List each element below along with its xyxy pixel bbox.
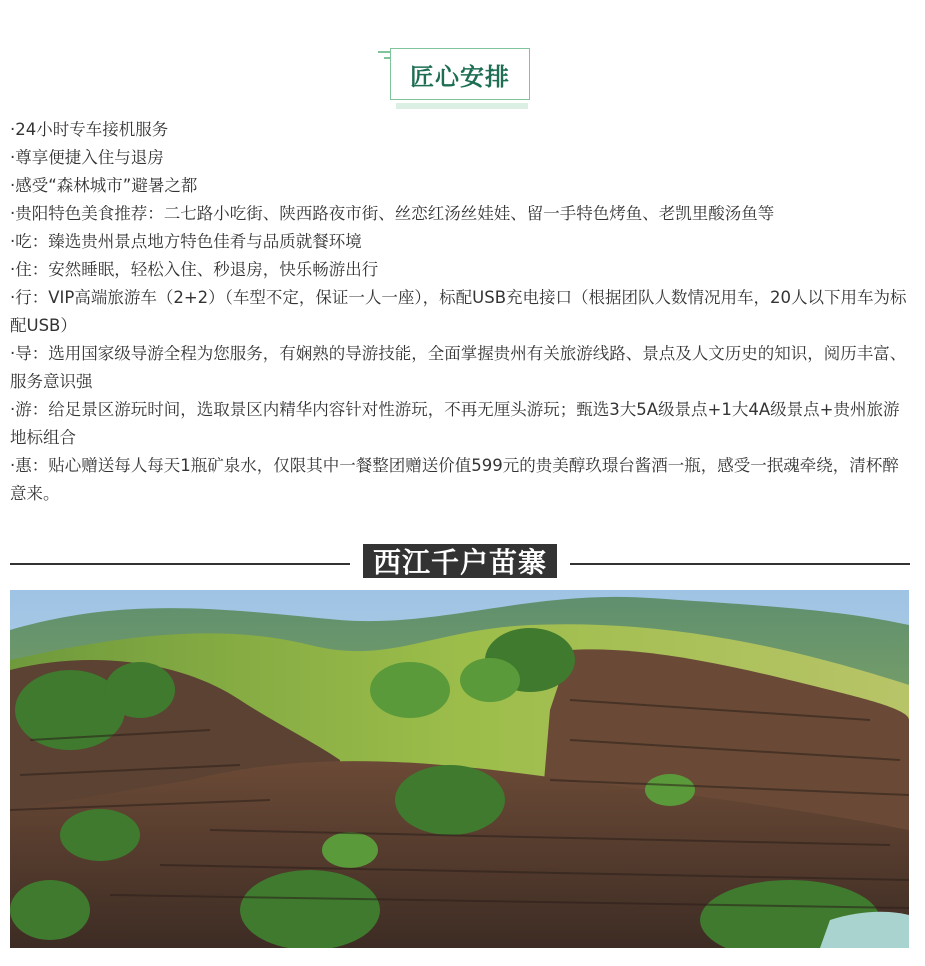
list-item: ·游：给足景区游玩时间，选取景区内精华内容针对性游玩，不再无厘头游玩；甄选3大5A级景点+1大4A级景点+贵州旅游地标组合 xyxy=(10,400,900,447)
list-item: ·导：选用国家级导游全程为您服务，有娴熟的导游技能，全面掌握贵州有关旅游线路、景点及人文历史的知识，阅历丰富、服务意识强 xyxy=(10,344,907,391)
service-list xyxy=(10,116,915,508)
list-item: ·惠：贴心赠送每人每天1瓶矿泉水，仅限其中一餐整团赠送价值599元的贵美醇玖璟台酱酒一瓶，感受一抿魂牵绕，清杯醉意来。 xyxy=(10,456,899,503)
banner-title: 西江千户苗寨 xyxy=(363,544,557,578)
list-item: ·尊享便捷入住与退房 xyxy=(10,148,164,167)
banner-divider-right xyxy=(570,563,910,565)
section-heading: 匠心安排 xyxy=(390,48,530,100)
village-photo xyxy=(10,590,909,948)
list-item: ·24小时专车接机服务 xyxy=(10,120,169,139)
list-item: ·住：安然睡眠，轻松入住、秒退房，快乐畅游出行 xyxy=(10,260,379,279)
heading-shadow xyxy=(396,103,528,109)
list-item: ·贵阳特色美食推荐：二七路小吃街、陕西路夜市街、丝恋红汤丝娃娃、留一手特色烤鱼、老凯里酸汤鱼等 xyxy=(10,204,775,223)
arrangement-heading xyxy=(378,44,534,114)
banner-divider-left xyxy=(10,563,350,565)
list-item: ·行：VIP高端旅游车（2+2）（车型不定，保证一人一座），标配USB充电接口（根据团队人数情况用车，20人以下用车为标配USB） xyxy=(10,288,907,335)
list-item: ·吃：臻选贵州景点地方特色佳肴与品质就餐环境 xyxy=(10,232,362,251)
list-item: ·感受“森林城市”避暑之都 xyxy=(10,176,198,195)
